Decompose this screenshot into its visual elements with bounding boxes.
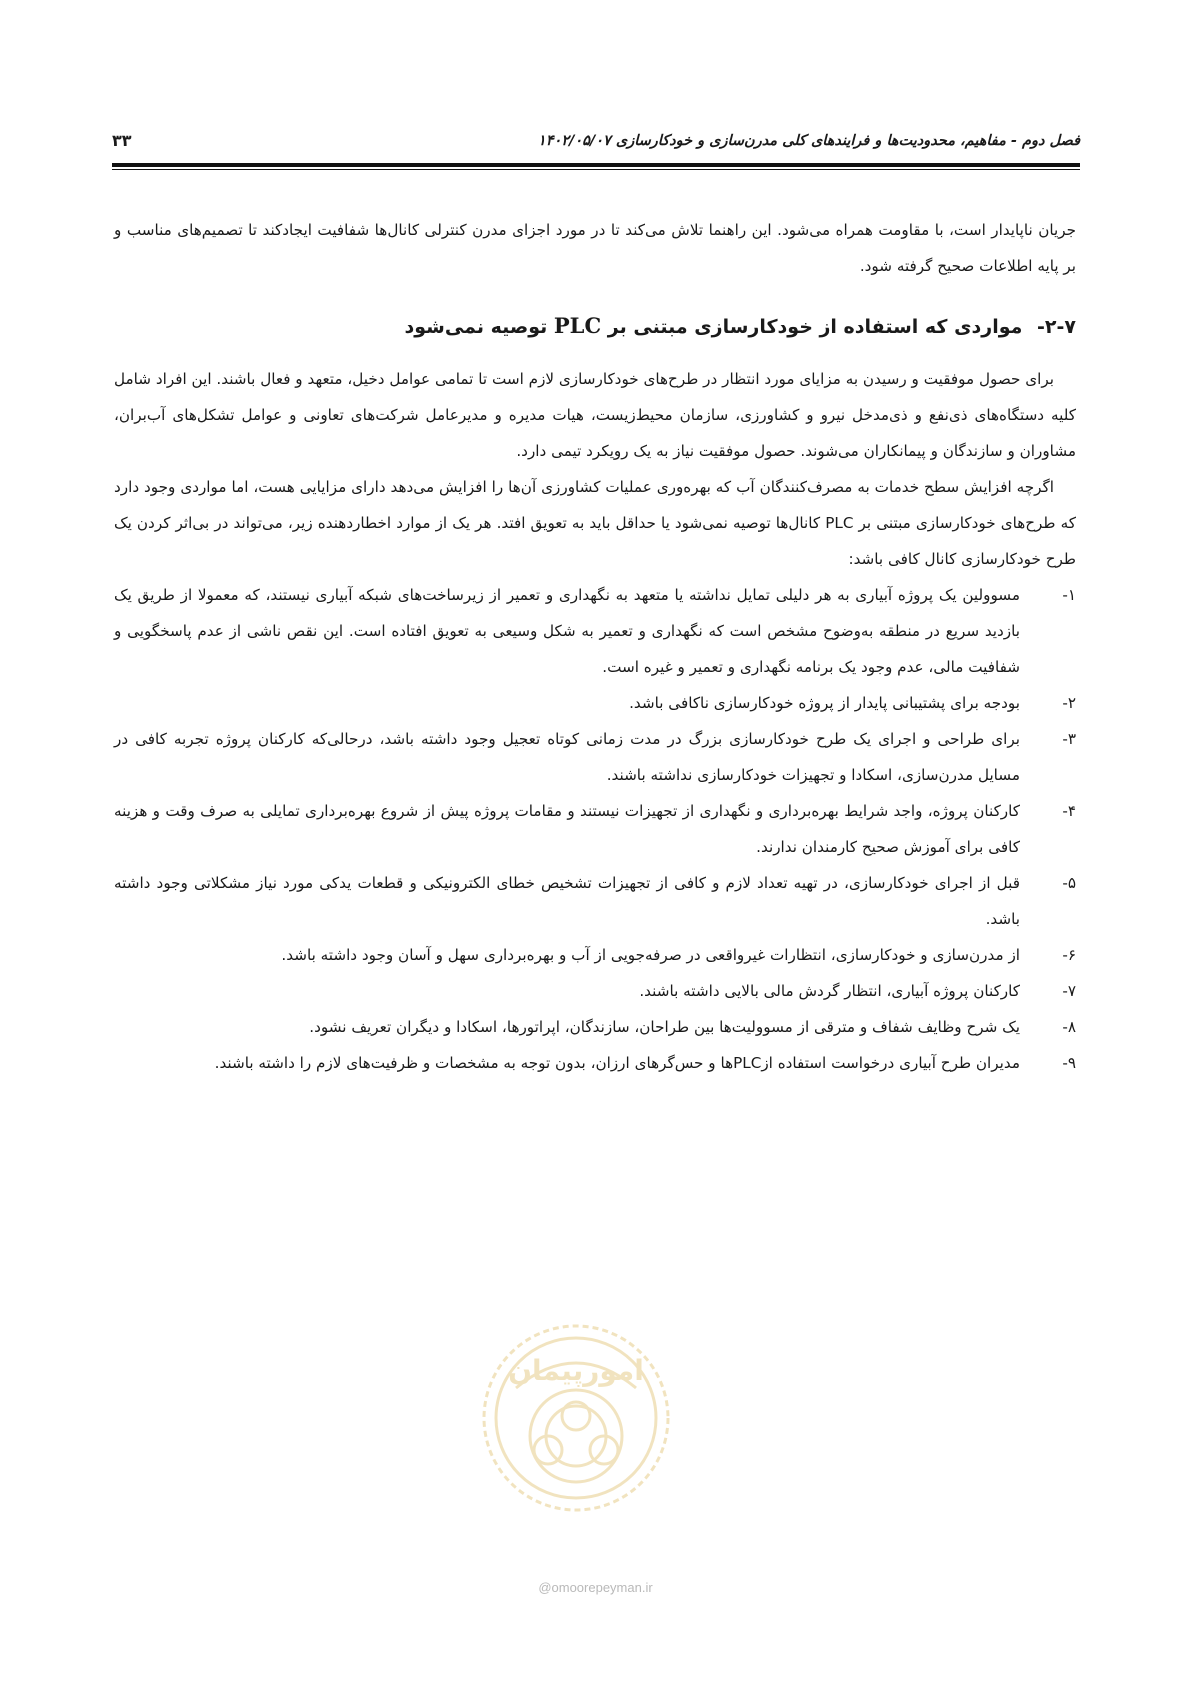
watermark-text: امورپیمان xyxy=(508,1354,644,1387)
list-item xyxy=(114,721,1076,793)
watermark-url: @omoorepeyman.ir xyxy=(538,1580,653,1595)
list-item xyxy=(114,1009,1076,1045)
list-item xyxy=(114,937,1076,973)
list-marker: ۴- xyxy=(1062,802,1076,820)
list-marker: ۵- xyxy=(1062,874,1076,892)
section-title-part1: مواردی که استفاده از خودکارسازی مبتنی بر xyxy=(607,316,1023,338)
warning-list xyxy=(114,577,1076,1081)
list-item-text: بودجه برای پشتیبانی پایدار از پروژه خودکارسازی ناکافی باشد. xyxy=(629,694,1020,712)
list-marker: ۹- xyxy=(1062,1054,1076,1072)
list-marker: ۶- xyxy=(1062,946,1076,964)
list-item-text: قبل از اجرای خودکارسازی، در تهیه تعداد لازم و کافی از تجهیزات تشخیص خطای الکترونیکی و قطعات یدکی مورد نیاز مشکلاتی وجود داشته باشد. xyxy=(114,874,1020,928)
section-number: ۲-۷- xyxy=(1037,316,1076,338)
list-marker: ۳- xyxy=(1062,730,1076,748)
watermark-logo xyxy=(476,1318,676,1518)
list-item-text: کارکنان پروژه آبیاری، انتظار گردش مالی بالایی داشته باشند. xyxy=(639,982,1020,1000)
header-rule-thin xyxy=(112,169,1080,170)
section-heading xyxy=(114,308,1076,345)
page-content xyxy=(114,212,1076,1081)
section-title-latin: PLC xyxy=(553,313,602,338)
list-marker: ۷- xyxy=(1062,982,1076,1000)
page-header xyxy=(112,128,1080,158)
list-item xyxy=(114,793,1076,865)
list-item-text: مدیران طرح آبیاری درخواست استفاده ازPLCها و حس‌گرهای ارزان، بدون توجه به مشخصات و ظرفیت‌های لازم را داشته باشند. xyxy=(214,1054,1020,1072)
header-rule-thick xyxy=(112,163,1080,167)
list-item-text: مسوولین یک پروژه آبیاری به هر دلیلی تمایل نداشته یا متعهد به نگهداری و تعمیر از زیرساخت‌های شبکه آبیاری نیستند، که معمولا از طریق یک بازدید سریع در منطقه به‌وضوح مشخص است که نگهداری و تعمیر به شکل وسیعی به تعویق افتاده است. این نقص ناشی از عدم پاسخگویی و شفافیت مالی، عدم وجود یک برنامه نگهداری و تعمیر و غیره است. xyxy=(114,586,1020,676)
section-title-part2: توصیه نمی‌شود xyxy=(404,316,548,338)
list-item xyxy=(114,685,1076,721)
intro-paragraph: جریان ناپایدار است، با مقاومت همراه می‌شود. این راهنما تلاش می‌کند تا در مورد اجزای مدرن کنترلی کانال‌ها شفافیت ایجادکند تا تصمیم‌های مناسب و بر پایه اطلاعات صحیح گرفته شود. xyxy=(114,221,1076,275)
list-item-text: کارکنان پروژه، واجد شرایط بهره‌برداری و نگهداری از تجهیزات نیستند و مقامات پروژه پیش از شروع بهره‌برداری تمایلی به صرف وقت و هزینه کافی برای آموزش صحیح کارمندان ندارند. xyxy=(114,802,1020,856)
list-marker: ۱- xyxy=(1062,586,1076,604)
list-item xyxy=(114,865,1076,937)
paragraph: اگرچه افزایش سطح خدمات به مصرف‌کنندگان آب که بهره‌وری عملیات کشاورزی آن‌ها را افزایش می‌دهد دارای مزایایی هست، اما مواردی وجود دارد که طرح‌های خودکارسازی مبتنی بر PLC کانال‌ها توصیه نمی‌شود یا حداقل باید به تعویق افتد. هر یک از موارد اخطاردهنده زیر، می‌تواند در بی‌اثر کردن یک طرح خودکارسازی کانال کافی باشد: xyxy=(114,478,1076,568)
list-item-text: از مدرن‌سازی و خودکارسازی، انتظارات غیرواقعی در صرفه‌جویی از آب و بهره‌برداری سهل و آسان وجود داشته باشد. xyxy=(281,946,1020,964)
chapter-title: فصل دوم - مفاهیم، محدودیت‌ها و فرایندهای کلی مدرن‌سازی و خودکارسازی ۱۴۰۲/۰۵/۰۷ xyxy=(537,133,1080,149)
list-item-text: برای طراحی و اجرای یک طرح خودکارسازی بزرگ در مدت زمانی کوتاه تعجیل وجود داشته باشد، درحالی‌که کارکنان پروژه تجربه کافی در مسایل مدرن‌سازی، اسکادا و تجهیزات خودکارسازی نداشته باشند. xyxy=(114,730,1020,784)
page-number: ۳۳ xyxy=(112,131,132,150)
list-item xyxy=(114,1045,1076,1081)
paragraph: برای حصول موفقیت و رسیدن به مزایای مورد انتظار در طرح‌های خودکارسازی لازم است تا تمامی عوامل دخیل، متعهد و فعال باشند. این افراد شامل کلیه دستگاه‌های ذی‌نفع و ذی‌مدخل نیرو و کشاورزی، سازمان محیط‌زیست، هیات مدیره و مدیرعامل شرکت‌های تعاونی و عوامل تشکل‌های آب‌بران، مشاوران و سازندگان و پیمانکاران می‌شوند. حصول موفقیت نیاز به یک رویکرد تیمی دارد. xyxy=(114,370,1076,460)
list-item-text: یک شرح وظایف شفاف و مترقی از مسوولیت‌ها بین طراحان، سازندگان، اپراتورها، اسکادا و دیگران تعریف نشود. xyxy=(309,1018,1020,1036)
list-item xyxy=(114,577,1076,685)
list-marker: ۸- xyxy=(1062,1018,1076,1036)
list-marker: ۲- xyxy=(1062,694,1076,712)
list-item xyxy=(114,973,1076,1009)
